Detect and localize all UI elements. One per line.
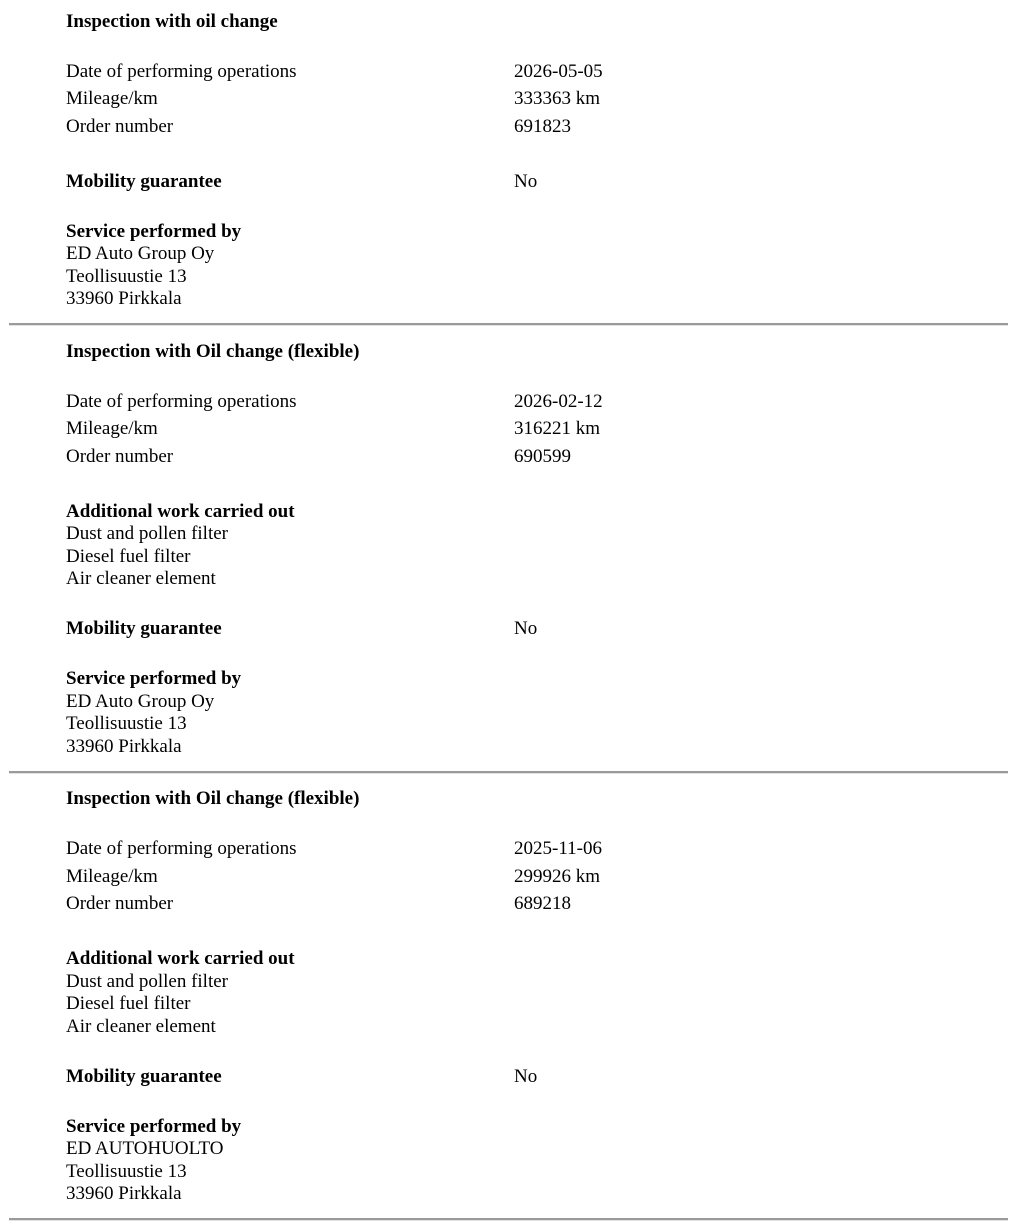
provider-city: 33960 Pirkkala: [66, 288, 182, 309]
provider-name: ED Auto Group Oy: [66, 691, 215, 712]
provider-name: ED Auto Group Oy: [66, 243, 215, 264]
mileage-value: 333363 km: [514, 88, 601, 109]
date-value: 2025-11-06: [514, 838, 602, 859]
order-label: Order number: [66, 893, 174, 914]
additional-work-label: Additional work carried out: [66, 948, 295, 969]
provider-street: Teollisuustie 13: [66, 1161, 187, 1182]
order-label: Order number: [66, 116, 174, 137]
mileage-label: Mileage/km: [66, 418, 158, 439]
mobility-value: No: [514, 171, 538, 192]
additional-work-label: Additional work carried out: [66, 501, 295, 522]
provider-city: 33960 Pirkkala: [66, 736, 182, 757]
mobility-label: Mobility guarantee: [66, 1066, 222, 1087]
provider-name: ED AUTOHUOLTO: [66, 1138, 224, 1159]
date-label: Date of performing operations: [66, 838, 297, 859]
provider-street: Teollisuustie 13: [66, 266, 187, 287]
order-value: 691823: [514, 116, 571, 137]
date-value: 2026-05-05: [514, 61, 603, 82]
additional-work-item: Diesel fuel filter: [66, 993, 191, 1014]
entry-divider: [9, 1218, 1008, 1221]
mileage-label: Mileage/km: [66, 88, 158, 109]
mobility-value: No: [514, 1066, 538, 1087]
date-label: Date of performing operations: [66, 391, 297, 412]
order-label: Order number: [66, 446, 174, 467]
additional-work-item: Air cleaner element: [66, 568, 216, 589]
mobility-label: Mobility guarantee: [66, 171, 222, 192]
additional-work-item: Dust and pollen filter: [66, 523, 228, 544]
order-value: 690599: [514, 446, 571, 467]
additional-work-item: Diesel fuel filter: [66, 546, 191, 567]
performed-by-label: Service performed by: [66, 668, 242, 689]
entry-title: Inspection with oil change: [66, 11, 278, 32]
entry-divider: [9, 771, 1008, 774]
mileage-label: Mileage/km: [66, 866, 158, 887]
mileage-value: 299926 km: [514, 866, 601, 887]
additional-work-item: Dust and pollen filter: [66, 971, 228, 992]
performed-by-label: Service performed by: [66, 221, 242, 242]
performed-by-label: Service performed by: [66, 1116, 242, 1137]
order-value: 689218: [514, 893, 571, 914]
mobility-value: No: [514, 618, 538, 639]
date-label: Date of performing operations: [66, 61, 297, 82]
date-value: 2026-02-12: [514, 391, 603, 412]
entry-title: Inspection with Oil change (flexible): [66, 788, 360, 809]
entry-divider: [9, 323, 1008, 326]
provider-city: 33960 Pirkkala: [66, 1183, 182, 1204]
additional-work-item: Air cleaner element: [66, 1016, 216, 1037]
mileage-value: 316221 km: [514, 418, 601, 439]
provider-street: Teollisuustie 13: [66, 713, 187, 734]
mobility-label: Mobility guarantee: [66, 618, 222, 639]
entry-title: Inspection with Oil change (flexible): [66, 341, 360, 362]
